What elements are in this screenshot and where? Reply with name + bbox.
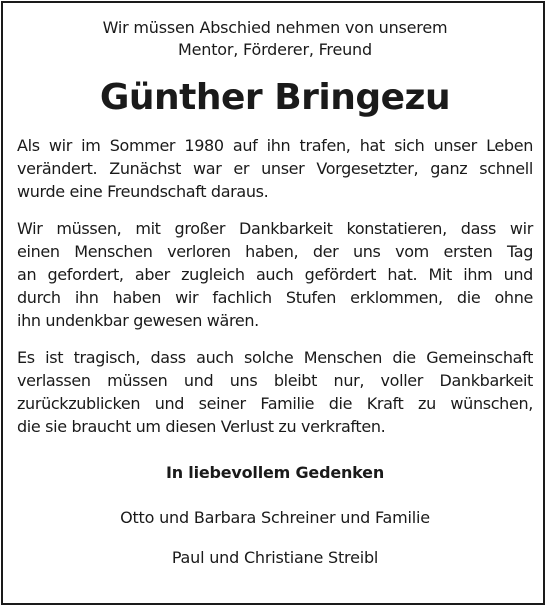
paragraph-line: die sie braucht um diesen Verlust zu verkraften.: [17, 417, 386, 436]
paragraph-2: [17, 217, 533, 332]
signer-2: Paul und Christiane Streibl: [171, 548, 379, 567]
obituary-notice: [17, 17, 533, 569]
deceased-name: Günther Bringezu: [99, 77, 451, 118]
closing-line: In liebevollem Gedenken: [165, 463, 385, 482]
intro-text: [17, 17, 533, 61]
paragraph-line: einen Menschen verloren haben, der uns vom ersten Tag: [17, 242, 533, 261]
paragraph-line: an gefordert, aber zugleich auch gefördert hat. Mit ihm und: [17, 265, 533, 284]
paragraph-line: Es ist tragisch, dass auch solche Menschen die Gemeinschaft: [17, 348, 533, 367]
paragraph-line: verändert. Zunächst war er unser Vorgesetzter, ganz schnell: [17, 159, 533, 178]
paragraph-line: ihn undenkbar gewesen wären.: [17, 311, 259, 330]
paragraph-line: Als wir im Sommer 1980 auf ihn trafen, hat sich unser Leben: [17, 136, 533, 155]
paragraph-1: [17, 134, 533, 203]
paragraph-line: wurde eine Freundschaft daraus.: [17, 182, 269, 201]
paragraph-line: verlassen müssen und uns bleibt nur, voller Dankbarkeit: [17, 371, 533, 390]
signer-1: Otto und Barbara Schreiner und Familie: [120, 508, 430, 527]
paragraph-line: zurückzublicken und seiner Familie die Kraft zu wünschen,: [17, 394, 533, 413]
paragraph-line: Wir müssen, mit großer Dankbarkeit konstatieren, dass wir: [17, 219, 533, 238]
intro-line-2: Mentor, Förderer, Freund: [178, 40, 372, 59]
intro-line-1: Wir müssen Abschied nehmen von unserem: [102, 18, 448, 37]
paragraph-line: durch ihn haben wir fachlich Stufen erklommen, die ohne: [17, 288, 533, 307]
paragraph-3: [17, 346, 533, 438]
